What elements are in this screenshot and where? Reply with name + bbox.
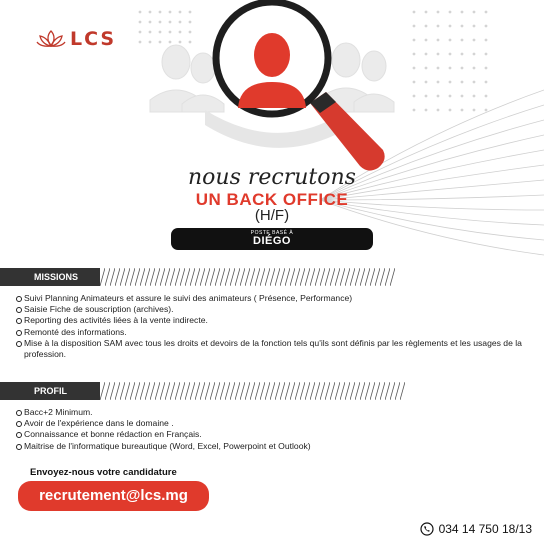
contact-phone[interactable] [420,522,532,536]
list-item: Suivi Planning Animateurs et assure le suivi des animateurs ( Présence, Performance) [16,293,530,304]
missions-list [16,293,530,360]
profil-list [16,407,530,452]
list-item: Bacc+2 Minimum. [16,407,530,418]
dot-pattern-left [139,11,192,44]
list-item: Connaissance et bonne rédaction en Français. [16,429,530,440]
profil-hatch-divider [100,382,544,400]
list-item: Reporting des activités liées à la vente indirecte. [16,315,530,326]
missions-hatch-divider [100,268,544,286]
profil-header: PROFIL [0,382,100,400]
location-bar [171,228,373,250]
email-button[interactable]: recrutement@lcs.mg [18,481,209,511]
gender-note: (H/F) [254,207,290,224]
location-city: DIÉGO [253,235,291,247]
headline-script: nous recrutons [188,165,356,190]
phone-icon [420,522,434,536]
phone-number: 034 14 750 18/13 [438,522,532,536]
apply-instruction: Envoyez-nous votre candidature [30,467,177,478]
list-item: Saisie Fiche de souscription (archives). [16,304,530,315]
list-item: Avoir de l'expérience dans le domaine . [16,418,530,429]
brand-name: LCS [70,28,117,50]
list-item: Mise à la disposition SAM avec tous les droits et devoirs de la fonction tels qu'ils sont définis par les règlements et les usages de la profession. [16,338,530,360]
list-item: Remonté des informations. [16,327,530,338]
job-title: UN BACK OFFICE [195,190,349,209]
location-label: POSTE BASÉ À [250,230,294,236]
dot-pattern-right [413,11,488,112]
missions-header: MISSIONS [0,268,100,286]
list-item: Maitrise de l'informatique bureautique (Word, Excel, Powerpoint et Outlook) [16,441,530,452]
